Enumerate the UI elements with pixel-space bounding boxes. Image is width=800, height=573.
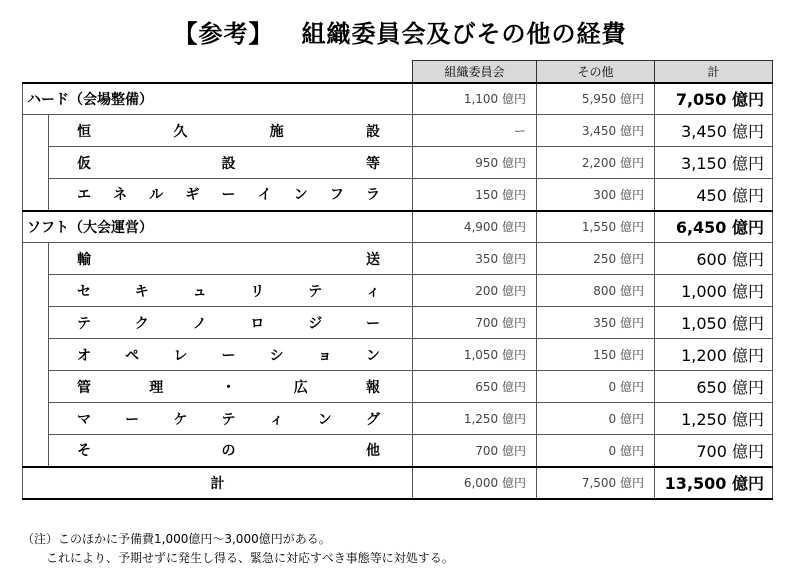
other-cost: 0 億円 (537, 371, 655, 403)
total-cost: 700 億円 (655, 435, 773, 467)
footnote-2: これにより、予期せずに発生し得る、緊急に対応すべき事態等に対処する。 (46, 551, 454, 565)
item-label (49, 307, 413, 339)
item-label (49, 435, 413, 467)
grand-total-value: 13,500 億円 (655, 467, 773, 499)
item-char: リ (250, 283, 265, 300)
total-cost: 3,150 億円 (655, 147, 773, 179)
total-cost: 650 億円 (655, 371, 773, 403)
expense-table (22, 60, 773, 500)
category-row (23, 211, 773, 243)
item-char: マ (77, 411, 91, 428)
item-char: ・ (221, 379, 236, 396)
item-label (49, 403, 413, 435)
other-cost: 7,500 億円 (537, 467, 655, 499)
total-cost: 1,200 億円 (655, 339, 773, 371)
table-body (23, 83, 773, 499)
page-title (0, 14, 800, 49)
org-cost: ー (413, 115, 537, 147)
org-cost: 1,050 億円 (413, 339, 537, 371)
other-cost: 300 億円 (537, 179, 655, 211)
total-cost: 600 億円 (655, 243, 773, 275)
item-char: 広 (293, 379, 308, 396)
org-cost: 200 億円 (413, 275, 537, 307)
item-char: の (221, 443, 236, 460)
org-cost: 150 億円 (413, 179, 537, 211)
total-cost: 450 億円 (655, 179, 773, 211)
item-char: グ (365, 411, 380, 428)
item-char: 輸 (77, 251, 91, 268)
item-char: ラ (366, 187, 380, 204)
item-char: 設 (221, 155, 236, 172)
item-char: テ (308, 283, 323, 300)
item-char: ュ (192, 283, 207, 300)
other-cost: 250 億円 (537, 243, 655, 275)
item-label (49, 115, 413, 147)
item-char: 久 (173, 123, 188, 140)
item-char: ー (221, 187, 236, 204)
item-char: ー (125, 411, 140, 428)
item-char: 恒 (77, 123, 91, 140)
item-char: ィ (365, 283, 380, 300)
org-cost: 950 億円 (413, 147, 537, 179)
header-other: その他 (537, 61, 655, 83)
item-char: レ (173, 347, 188, 364)
item-char: 報 (366, 379, 380, 396)
item-label (49, 243, 413, 275)
grand-total-label: 計 (23, 467, 413, 499)
item-char: セ (77, 283, 91, 300)
org-cost: 350 億円 (413, 243, 537, 275)
item-char: ン (317, 411, 332, 428)
category-label: ハード（会場整備） (23, 83, 413, 115)
item-char: 施 (269, 123, 284, 140)
table-row (23, 403, 773, 435)
table-row (23, 179, 773, 211)
org-cost: 700 億円 (413, 435, 537, 467)
item-char: ン (365, 347, 380, 364)
total-cost: 3,450 億円 (655, 115, 773, 147)
item-label (49, 179, 413, 211)
other-cost: 0 億円 (537, 435, 655, 467)
item-char: ー (221, 347, 236, 364)
item-char: ジ (308, 315, 323, 332)
grand-total-row (23, 467, 773, 499)
item-char: ク (134, 315, 149, 332)
item-label (49, 371, 413, 403)
item-char: 仮 (77, 155, 91, 172)
org-cost: 4,900 億円 (413, 211, 537, 243)
footnote-1: （注）このほかに予備費1,000億円～3,000億円がある。 (22, 532, 331, 546)
org-cost: 6,000 億円 (413, 467, 537, 499)
item-char: キ (134, 283, 149, 300)
item-char: ン (293, 187, 308, 204)
item-label (49, 339, 413, 371)
title-text: 組織委員会及びその他の経費 (301, 20, 627, 48)
other-cost: 350 億円 (537, 307, 655, 339)
item-char: ョ (317, 347, 332, 364)
table-row (23, 115, 773, 147)
item-label (49, 147, 413, 179)
item-char: 設 (365, 123, 380, 140)
org-cost: 1,250 億円 (413, 403, 537, 435)
item-char: シ (269, 347, 284, 364)
item-char: ギ (185, 187, 200, 204)
table-row (23, 435, 773, 467)
table-row (23, 147, 773, 179)
item-char: ー (365, 315, 380, 332)
item-char: ペ (125, 347, 140, 364)
item-char: フ (329, 187, 344, 204)
item-char: オ (77, 347, 91, 364)
org-cost: 650 億円 (413, 371, 537, 403)
other-cost: 0 億円 (537, 403, 655, 435)
item-char: ロ (250, 315, 265, 332)
other-cost: 150 億円 (537, 339, 655, 371)
header-org: 組織委員会 (413, 61, 537, 83)
item-char: テ (221, 411, 236, 428)
header-total: 計 (655, 61, 773, 83)
item-char: イ (257, 187, 272, 204)
total-cost: 1,250 億円 (655, 403, 773, 435)
item-char: 等 (366, 155, 380, 172)
item-char: エ (77, 187, 91, 204)
table-row (23, 371, 773, 403)
item-char: ネ (113, 187, 128, 204)
item-char: そ (77, 443, 91, 460)
item-char: ィ (269, 411, 284, 428)
item-char: ル (149, 187, 164, 204)
category-row (23, 83, 773, 115)
item-char: 理 (149, 379, 164, 396)
item-char: 他 (366, 443, 380, 460)
org-cost: 700 億円 (413, 307, 537, 339)
item-char: ケ (173, 411, 188, 428)
table-row (23, 243, 773, 275)
header-row (23, 61, 773, 83)
other-cost: 800 億円 (537, 275, 655, 307)
total-cost: 7,050 億円 (655, 83, 773, 115)
org-cost: 1,100 億円 (413, 83, 537, 115)
other-cost: 2,200 億円 (537, 147, 655, 179)
other-cost: 3,450 億円 (537, 115, 655, 147)
item-char: ノ (192, 315, 207, 332)
title-bracket: 【参考】 (173, 20, 274, 48)
other-cost: 1,550 億円 (537, 211, 655, 243)
table-row (23, 275, 773, 307)
item-char: テ (77, 315, 91, 332)
item-label (49, 275, 413, 307)
category-label: ソフト（大会運営） (23, 211, 413, 243)
total-cost: 6,450 億円 (655, 211, 773, 243)
other-cost: 5,950 億円 (537, 83, 655, 115)
item-char: 管 (77, 379, 91, 396)
table-row (23, 307, 773, 339)
total-cost: 1,000 億円 (655, 275, 773, 307)
table-row (23, 339, 773, 371)
item-char: 送 (366, 251, 380, 268)
total-cost: 1,050 億円 (655, 307, 773, 339)
